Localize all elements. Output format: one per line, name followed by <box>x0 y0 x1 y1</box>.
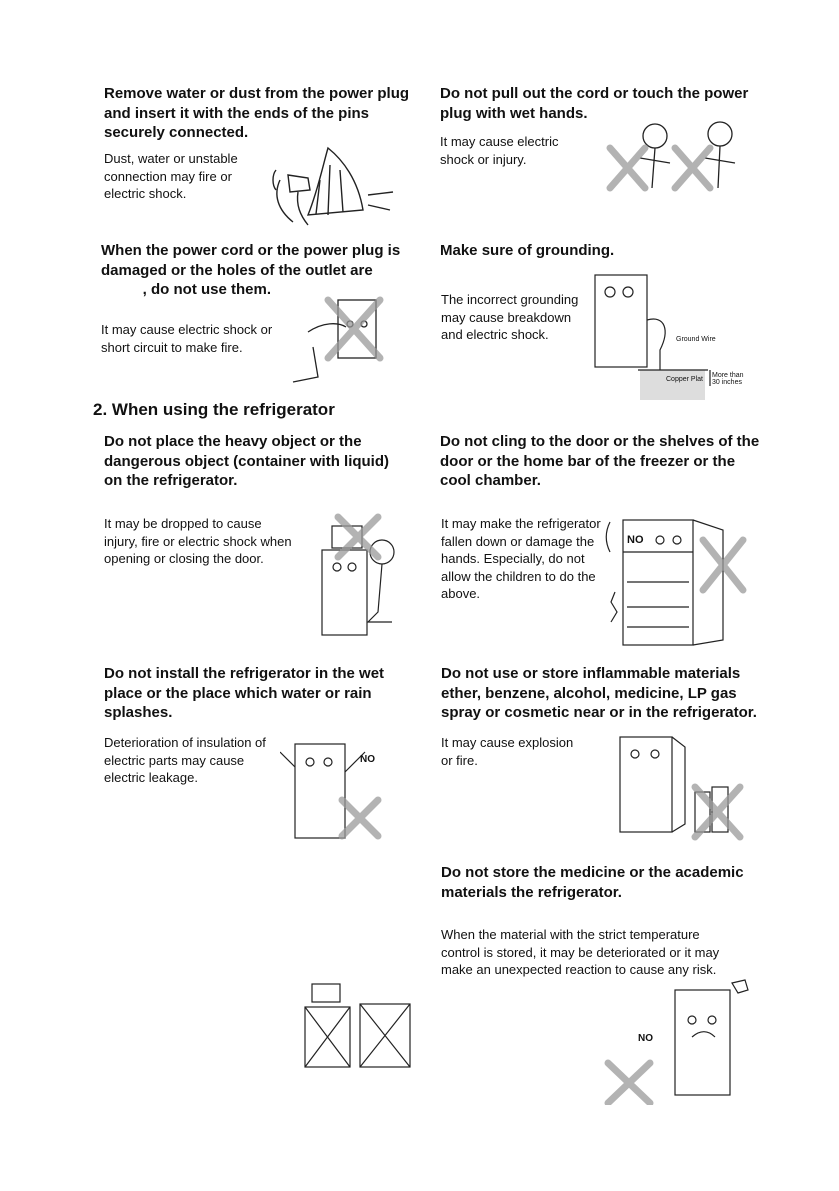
warning-body: It may cause explosion or fire. <box>441 735 574 768</box>
no-label: NO <box>627 534 644 546</box>
warning-heading: Do not cling to the door or the shelves of the door or the home bar of the freezer or the cool chamber. <box>440 433 760 489</box>
warning-body: It may cause electric shock or injury. <box>440 134 559 167</box>
no-label: NO <box>638 1033 653 1044</box>
warning-body: It may cause electric shock or short circuit to make fire. <box>101 322 273 355</box>
wet-hands-illustration <box>600 118 745 198</box>
warning-heading: Do not place the heavy object or the dangerous object (container with liquid) on the refrigerator. <box>104 433 390 489</box>
warning-heading: Do not install the refrigerator in the wet place or the place which water or rain splashes. <box>104 665 385 721</box>
section-title: 2. When using the refrigerator <box>93 400 335 419</box>
warning-body: It may be dropped to cause injury, fire or electric shock when opening or closing the door. <box>104 516 292 566</box>
warning-item-inflammable <box>441 664 757 723</box>
warning-body: Dust, water or unstable connection may fire or electric shock. <box>104 151 238 201</box>
warning-heading: Do not use or store inflammable materials ether, benzene, alcohol, medicine, LP gas spray or cosmetic near or in the refrigerator. <box>441 665 757 721</box>
wet-place-illustration <box>280 732 410 842</box>
warning-item-medicine <box>441 863 744 902</box>
damaged-outlet-illustration <box>288 292 388 387</box>
warning-item-damaged-cord <box>101 241 400 300</box>
medicine-storage-illustration-left <box>300 982 420 1072</box>
copper-plat-label: Copper Plat <box>666 376 703 383</box>
medicine-storage-illustration-right <box>600 975 755 1105</box>
warning-heading: Remove water or dust from the power plug and insert it with the ends of the pins securely connected. <box>104 85 410 141</box>
warning-body: When the material with the strict temperature control is stored, it may be deteriorated or it may make an unexpected reaction to cause any risk. <box>441 927 720 977</box>
warning-item-cling-door <box>440 432 759 491</box>
distance-label: More than 30 inches <box>712 372 744 386</box>
warning-heading: Do not store the medicine or the academic materials the refrigerator. <box>441 864 744 901</box>
warning-body: It may make the refrigerator fallen down or damage the hands. Especially, do not allow the children to do the above. <box>441 516 601 601</box>
warning-heading: Do not pull out the cord or touch the power plug with wet hands. <box>440 85 749 122</box>
warning-item-grounding <box>440 241 614 261</box>
no-label: NO <box>360 754 375 765</box>
warning-heading: Make sure of grounding. <box>440 242 615 259</box>
warning-item-power-plug <box>104 84 409 143</box>
inflammable-illustration <box>590 732 750 847</box>
plug-cleaning-illustration <box>268 140 408 232</box>
warning-item-wet-place <box>104 664 384 723</box>
cling-door-illustration <box>605 512 755 647</box>
heavy-object-illustration <box>310 512 405 637</box>
warning-item-heavy-object <box>104 432 389 491</box>
warning-heading: When the power cord or the power plug is damaged or the holes of the outlet are , do not use them. <box>101 242 401 298</box>
ground-wire-label: Ground Wire <box>676 336 716 343</box>
warning-body: The incorrect grounding may cause breakdown and electric shock. <box>441 292 579 342</box>
warning-body: Deterioration of insulation of electric parts may cause electric leakage. <box>104 735 266 785</box>
grounding-illustration <box>590 270 750 402</box>
